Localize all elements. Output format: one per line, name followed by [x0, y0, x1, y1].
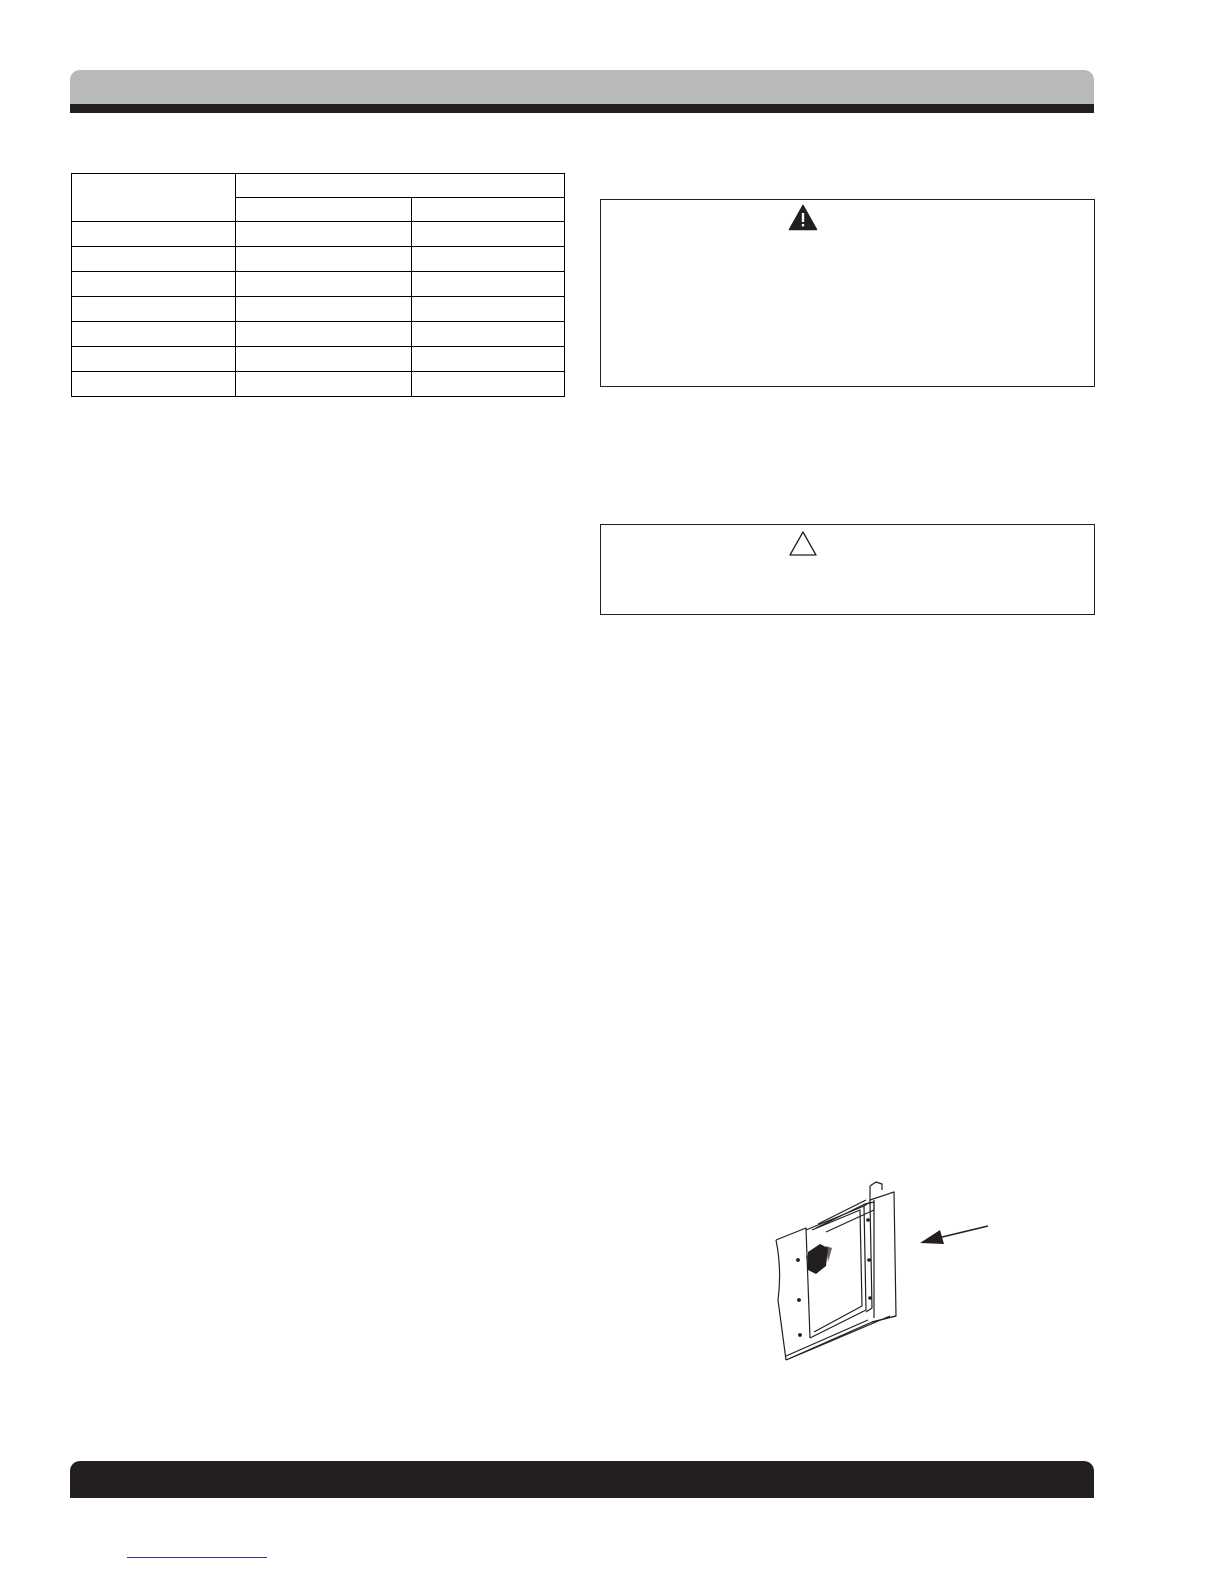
table-cell — [236, 347, 412, 372]
arrow-icon — [920, 1226, 988, 1244]
table-cell — [72, 372, 236, 397]
table-cell — [412, 247, 565, 272]
table-row — [72, 372, 565, 397]
table-cell — [72, 322, 236, 347]
table-cell — [72, 247, 236, 272]
caution-box — [600, 524, 1095, 615]
table-cell — [412, 272, 565, 297]
table-row — [72, 297, 565, 322]
table-cell — [412, 297, 565, 322]
table-cell — [412, 322, 565, 347]
table-header-cell — [412, 198, 565, 222]
table-row — [72, 247, 565, 272]
table-cell — [412, 347, 565, 372]
warning-box — [600, 199, 1095, 387]
warning-triangle-filled-icon — [788, 204, 818, 231]
table-row — [72, 222, 565, 247]
table-row — [72, 272, 565, 297]
table-cell — [72, 347, 236, 372]
table-cell — [236, 247, 412, 272]
table-cell — [412, 222, 565, 247]
table-row — [72, 322, 565, 347]
table-header-cell — [236, 174, 565, 198]
table-cell — [236, 222, 412, 247]
footer-link-rule — [127, 1557, 267, 1558]
table-cell — [72, 272, 236, 297]
table-cell — [72, 297, 236, 322]
table-cell — [72, 222, 236, 247]
header-grey-tab — [70, 70, 1094, 106]
table-cell — [236, 272, 412, 297]
caution-triangle-outline-icon — [788, 530, 818, 557]
header-rule — [70, 104, 1094, 113]
table-cell — [236, 372, 412, 397]
table-header-cell — [72, 174, 236, 222]
table-cell — [236, 297, 412, 322]
spec-table — [71, 173, 565, 397]
table-header-row — [72, 174, 565, 198]
table-cell — [412, 372, 565, 397]
filter-panel-illustration — [770, 1170, 1000, 1365]
table-row — [72, 347, 565, 372]
page-header-band — [70, 70, 1094, 113]
table-cell — [236, 322, 412, 347]
page-footer-band — [70, 1461, 1094, 1498]
table-header-cell — [236, 198, 412, 222]
